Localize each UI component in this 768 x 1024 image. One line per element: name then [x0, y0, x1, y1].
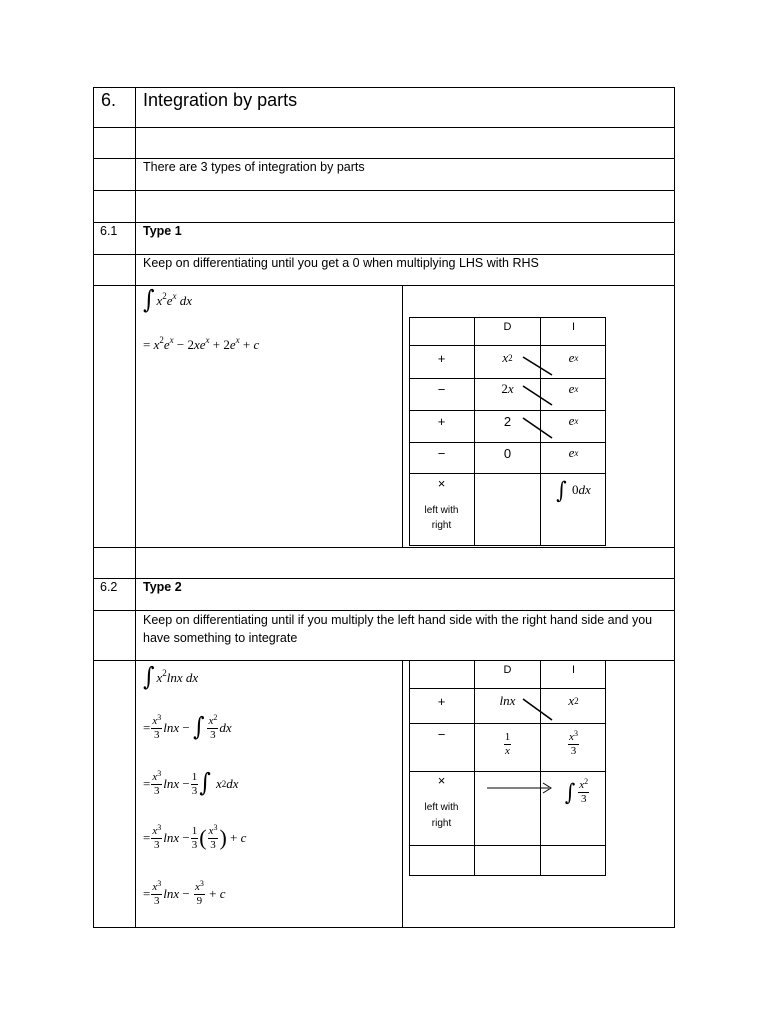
- row-line: [93, 127, 675, 128]
- type2-step-3: = $\frac{x^3}{3}$ lnx − $\frac{1}{3}$ ( $\frac{x^3}{3}$ ) + c: [143, 822, 247, 851]
- type1-integrand: $x^2e^x$ dx: [156, 291, 193, 308]
- row-line: [93, 158, 675, 159]
- di-sign: −: [437, 726, 446, 742]
- type1-di-table: [409, 317, 606, 547]
- section-title: Integration by parts: [143, 90, 298, 110]
- row-line: [93, 254, 675, 255]
- di-sign: +: [437, 413, 446, 429]
- di-d-cell: $\frac{1}{x}$: [504, 730, 511, 757]
- right-label: right: [431, 519, 452, 531]
- type2-step-1: = $\frac{x^3}{3}$ lnx − ∫ $\frac{x^2}{3}$ dx: [143, 712, 232, 742]
- row-line: [93, 222, 675, 223]
- times-symbol: ×: [437, 475, 446, 491]
- type1-instruction: Keep on differentiating until you get a 0 when multiplying LHS with RHS: [143, 256, 539, 270]
- di-i-cell: e x: [568, 381, 579, 396]
- di-i-cell: e x: [568, 350, 579, 365]
- di-header-i: I: [571, 321, 576, 333]
- type2-instruction: Keep on differentiating until if you multiply the left hand side with the right hand side and you have something to integrate: [143, 613, 653, 645]
- type2-integrand: $x^2\ln x$ dx: [156, 668, 199, 685]
- di-d-cell: lnx: [499, 693, 516, 708]
- equals-sign: =: [143, 337, 151, 352]
- final-integral: ∫ $\frac{x^2}{3}$: [564, 776, 589, 806]
- times-symbol: ×: [437, 772, 446, 788]
- di-header-i: I: [571, 664, 576, 676]
- di-header-d: D: [503, 321, 512, 333]
- intro-text: There are 3 types of integration by parts: [143, 160, 365, 174]
- type2-step-2: = $\frac{x^3}{3}$ lnx − $\frac{1}{3}$ ∫ x 2 dx: [143, 768, 239, 798]
- type1-heading: Type 1: [143, 224, 182, 238]
- section-number: 6.: [101, 90, 117, 110]
- row-line: [93, 578, 675, 579]
- row-line: [93, 190, 675, 191]
- right-label: right: [431, 817, 452, 829]
- di-sign: −: [437, 381, 446, 397]
- integral-sign: ∫: [143, 663, 155, 692]
- di-i-cell: x 2: [568, 693, 579, 708]
- left-with-label: left with: [424, 504, 459, 516]
- row-line: [93, 285, 675, 286]
- type2-step-4: = $\frac{x^3}{3}$ lnx − $\frac{x^3}{9}$ + c: [143, 878, 226, 907]
- type1-number: 6.1: [100, 224, 118, 238]
- column-divider: [135, 87, 136, 928]
- type2-heading: Type 2: [143, 580, 182, 594]
- inner-divider: [402, 285, 403, 547]
- di-i-cell: e x: [568, 445, 579, 460]
- left-with-label: left with: [424, 801, 459, 813]
- row-line: [93, 547, 675, 548]
- type2-number: 6.2: [100, 580, 118, 594]
- type1-result: [143, 337, 259, 353]
- di-i-cell: $\frac{x^3}{3}$: [569, 728, 578, 757]
- inner-divider: [402, 660, 403, 928]
- di-d-cell: 0: [503, 445, 512, 461]
- di-d-cell: 2: [503, 413, 512, 429]
- di-i-cell: e x: [568, 413, 579, 428]
- integral-sign: ∫: [143, 286, 155, 315]
- di-sign: −: [437, 445, 446, 461]
- type2-integral: [143, 664, 198, 692]
- di-sign: +: [437, 350, 446, 366]
- di-d-cell: x 2: [502, 350, 513, 365]
- final-integral: ∫ 0 dx: [556, 476, 591, 504]
- type1-result-terms: $x^2e^x - 2xe^x + 2e^x + c$: [153, 335, 260, 352]
- di-header-d: D: [503, 664, 512, 676]
- type2-di-table: [409, 660, 606, 877]
- type1-integral: [143, 287, 192, 315]
- di-sign: +: [437, 693, 446, 709]
- di-d-cell: 2 x: [501, 381, 514, 396]
